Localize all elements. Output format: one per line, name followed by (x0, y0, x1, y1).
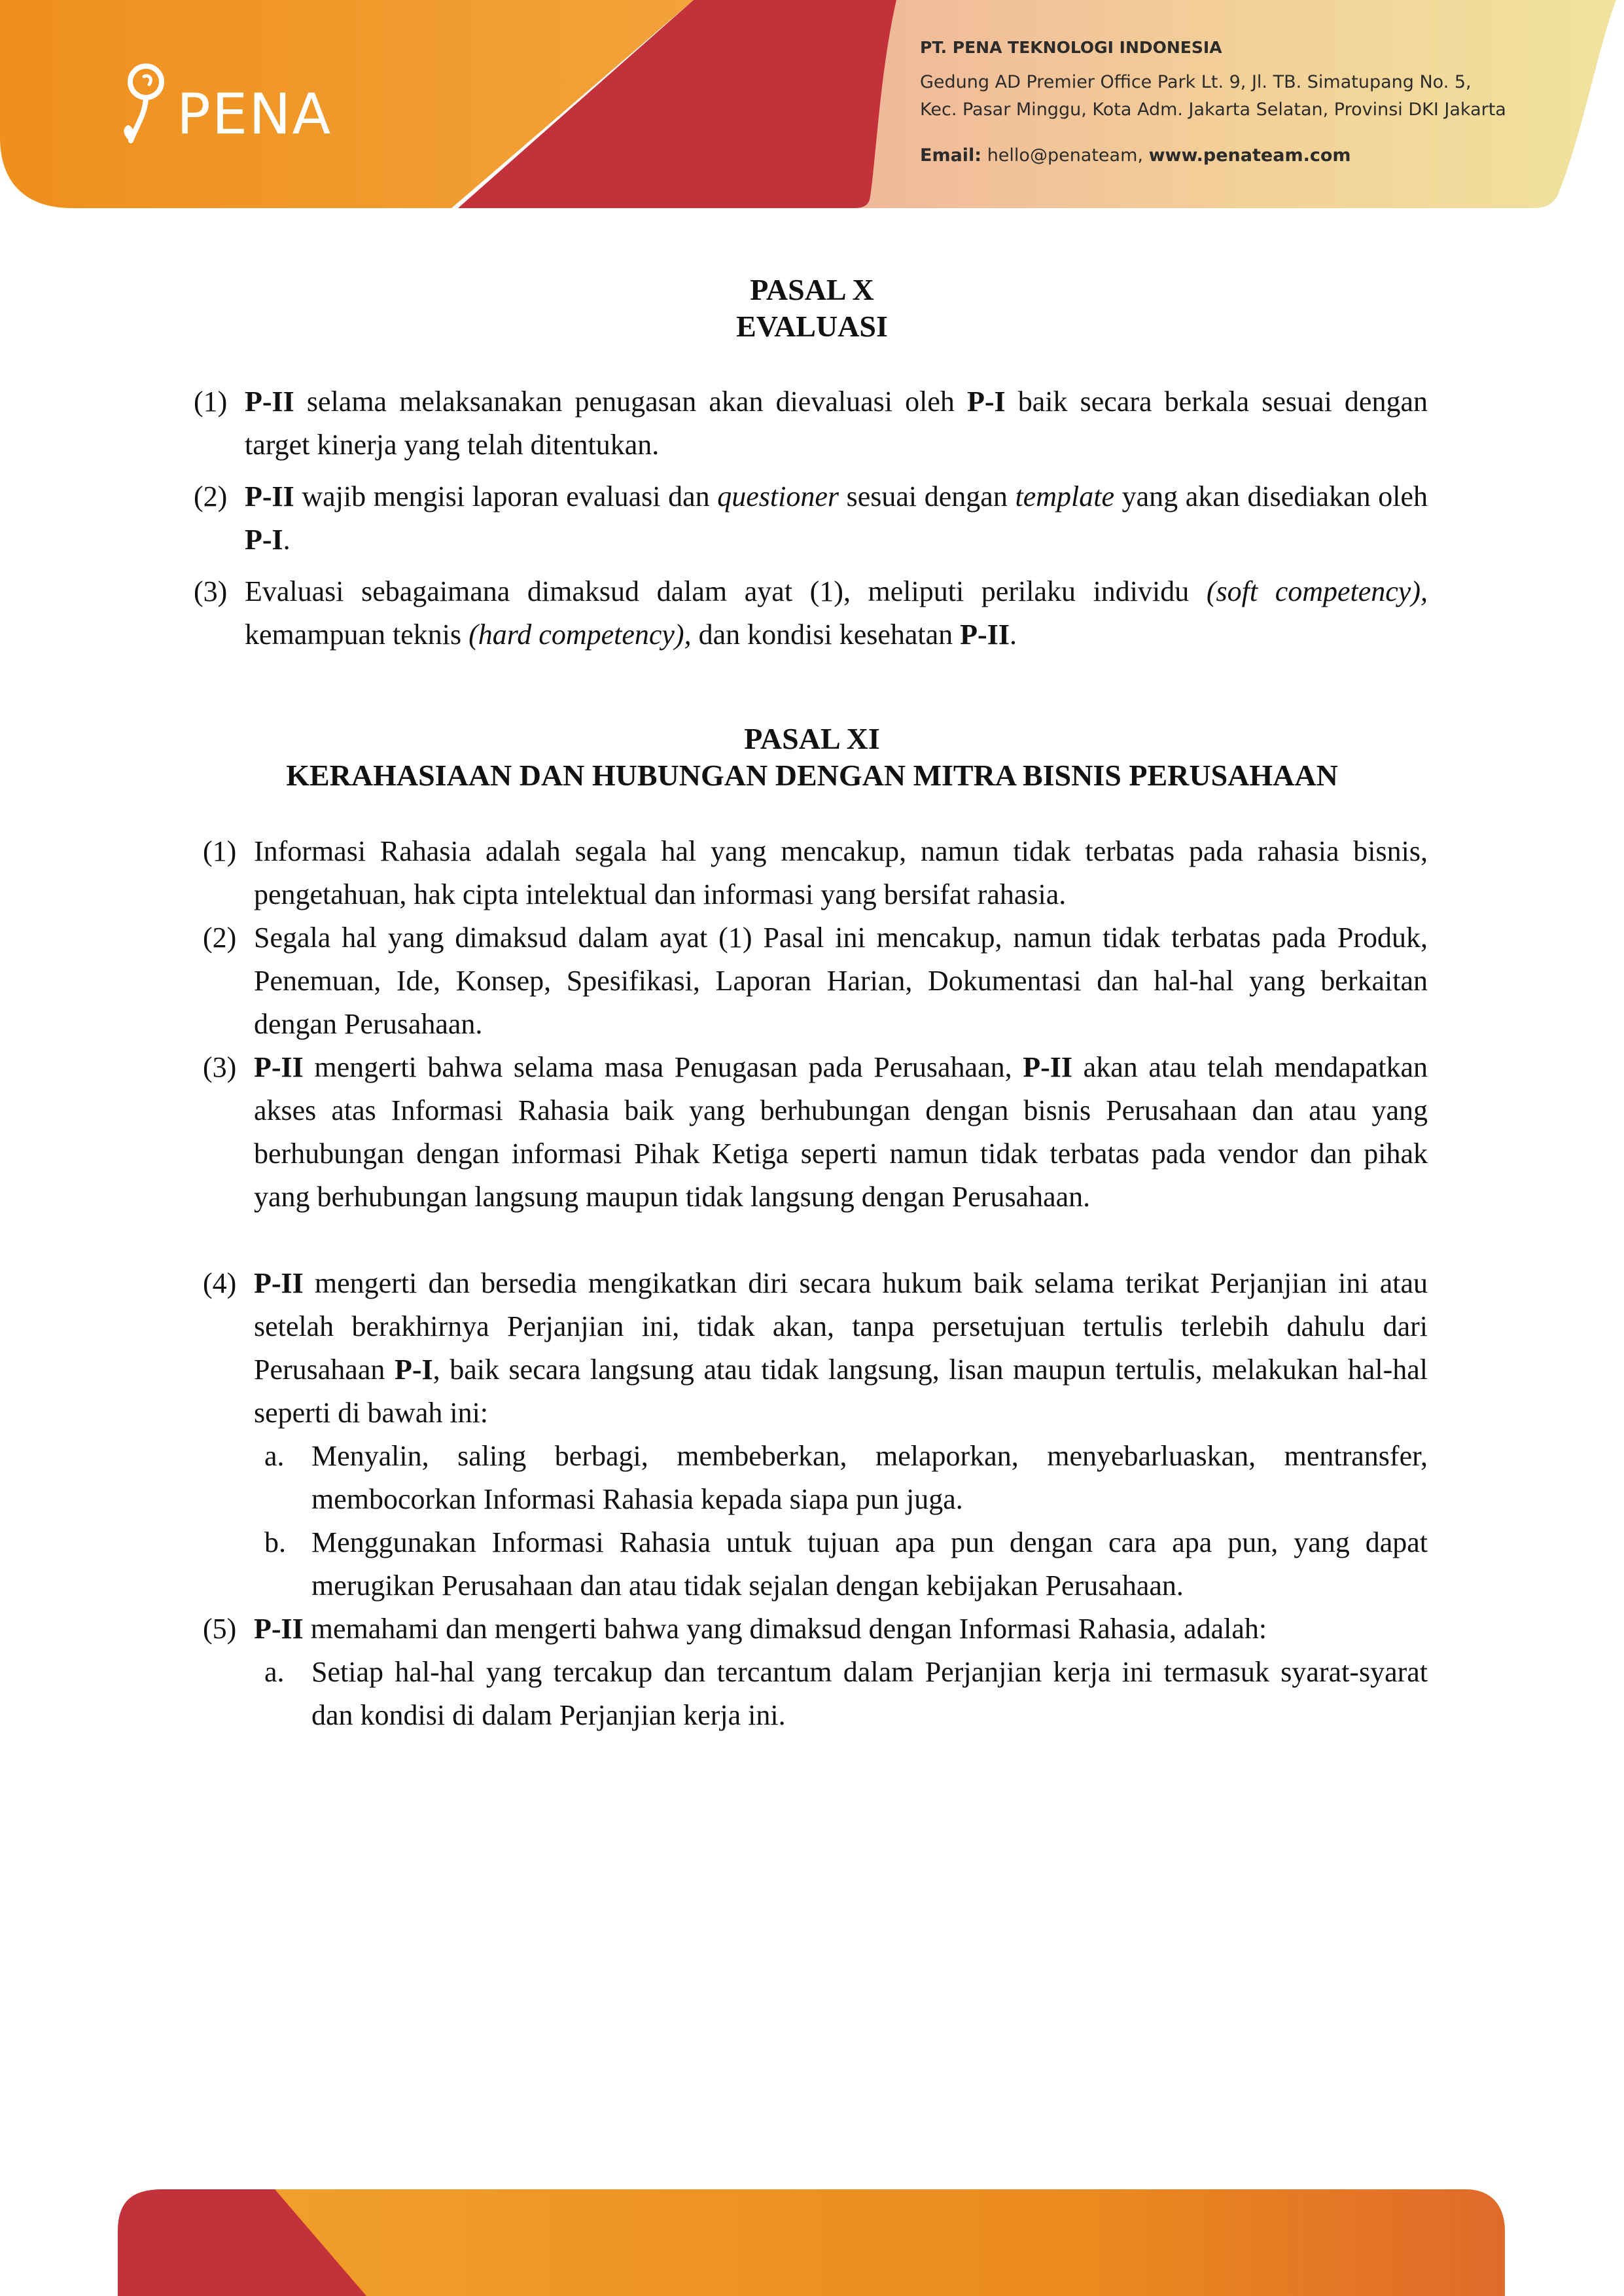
pasal-xi-item-5-sub-a-number: a. (264, 1656, 285, 1688)
party-label: P-I (245, 524, 283, 556)
pasal-xi-item-1 (254, 830, 1428, 916)
pasal-x-item-3 (245, 570, 1428, 656)
text: sesuai dengan (839, 480, 1015, 512)
italic-term: questioner (717, 480, 839, 512)
text: dan kondisi kesehatan (691, 619, 961, 651)
pasal-x-item-3-number: (3) (194, 575, 228, 607)
text: yang akan disediakan oleh (1114, 480, 1428, 512)
party-label: P-II (254, 1051, 304, 1083)
pasal-x-item-2-number: (2) (194, 480, 228, 512)
text: mengerti dan bersedia mengikatkan diri secara hukum baik selama terikat Perjanjian ini atau setelah berakhirnya Perjanjian ini, tidak akan, tanpa persetujuan tertulis terlebih dahulu dari Perusahaan (254, 1267, 1428, 1386)
text: akan atau telah mendapatkan akses atas Informasi Rahasia baik yang berhubungan dengan bisnis Perusahaan dan atau yang berhubungan dengan informasi Pihak Ketiga seperti namun tidak terbatas pada vendor dan pihak yang berhubungan langsung maupun tidak langsung dengan Perusahaan. (254, 1051, 1428, 1213)
website-link[interactable]: www.penateam.com (1148, 145, 1351, 166)
pasal-xi-item-3-number: (3) (203, 1051, 237, 1083)
pasal-xi-item-3 (254, 1046, 1428, 1219)
pasal-x-subtitle: EVALUASI (736, 310, 888, 343)
party-label: P-II (254, 1267, 304, 1299)
party-label: P-II (245, 386, 294, 418)
party-label: P-II (960, 619, 1010, 651)
pasal-xi-item-4-sub-a: Menyalin, saling berbagi, membeberkan, melaporkan, menyebarluaskan, mentransfer, membocorkan Informasi Rahasia kepada siapa pun juga. (311, 1440, 1428, 1515)
pasal-xi-item-2 (254, 916, 1428, 1046)
pasal-x-item-2 (245, 475, 1428, 562)
text: , baik secara langsung atau tidak langsung, lisan maupun tertulis, melakukan hal-hal seperti di bawah ini: (254, 1354, 1428, 1429)
text: . (283, 524, 291, 556)
party-label: P-I (966, 386, 1006, 418)
pasal-x-item-1-number: (1) (194, 386, 228, 418)
pasal-xi-item-1-number: (1) (203, 835, 237, 867)
text: Evaluasi sebagaimana dimaksud dalam ayat (1), meliputi perilaku individu (245, 575, 1207, 607)
company-address-line2: Kec. Pasar Minggu, Kota Adm. Jakarta Selatan, Provinsi DKI Jakarta (920, 99, 1506, 120)
pasal-xi-item-4-sub-b-number: b. (264, 1526, 286, 1558)
party-label: P-II (254, 1613, 304, 1645)
pasal-xi-item-4-sub-a-number: a. (264, 1440, 285, 1472)
pasal-xi-item-4-number: (4) (203, 1267, 237, 1299)
text: wajib mengisi laporan evaluasi dan (294, 480, 718, 512)
company-name: PT. PENA TEKNOLOGI INDONESIA (920, 38, 1222, 57)
text: memahami dan mengerti bahwa yang dimaksud dengan Informasi Rahasia, adalah: (303, 1613, 1267, 1645)
party-label: P-II (245, 480, 294, 512)
italic-term: (hard competency), (468, 619, 692, 651)
text: mengerti bahwa selama masa Penugasan pada Perusahaan, (303, 1051, 1023, 1083)
pasal-xi-item-5 (254, 1607, 1428, 1651)
italic-term: (soft competency), (1206, 575, 1428, 607)
party-label: P-II (1023, 1051, 1073, 1083)
text: Informasi Rahasia adalah segala hal yang mencakup, namun tidak terbatas pada rahasia bisnis, pengetahuan, hak cipta intelektual dan informasi yang bersifat rahasia. (254, 835, 1428, 910)
party-label: P-I (394, 1354, 433, 1386)
text: selama melaksanakan penugasan akan dievaluasi oleh (294, 386, 967, 418)
pasal-xi-item-5-sub-a: Setiap hal-hal yang tercakup dan tercantum dalam Perjanjian kerja ini termasuk syarat-syarat dan kondisi di dalam Perjanjian kerja ini. (311, 1656, 1428, 1731)
company-address-line1: Gedung AD Premier Office Park Lt. 9, Jl. TB. Simatupang No. 5, (920, 72, 1472, 92)
pasal-xi-item-4 (254, 1262, 1428, 1435)
email-value: hello@penateam, (981, 145, 1149, 166)
company-contact (920, 145, 1351, 166)
text: baik secara berkala sesuai dengan target kinerja yang telah ditentukan. (245, 386, 1428, 461)
pasal-xi-title: PASAL XI (744, 722, 880, 755)
pasal-xi-item-5-number: (5) (203, 1613, 237, 1645)
footer-banner (0, 2179, 1624, 2296)
pasal-xi-item-4-sub-b: Menggunakan Informasi Rahasia untuk tujuan apa pun dengan cara apa pun, yang dapat merugikan Perusahaan dan atau tidak sejalan dengan kebijakan Perusahaan. (311, 1526, 1428, 1602)
text: . (1009, 619, 1017, 651)
text: Segala hal yang dimaksud dalam ayat (1) Pasal ini mencakup, namun tidak terbatas pada Produk, Penemuan, Ide, Konsep, Spesifikasi, Laporan Harian, Dokumentasi dan hal-hal yang berkaitan dengan Perusahaan. (254, 922, 1428, 1040)
pasal-xi-item-2-number: (2) (203, 922, 237, 954)
pasal-xi-subtitle: KERAHASIAAN DAN HUBUNGAN DENGAN MITRA BISNIS PERUSAHAAN (286, 759, 1338, 792)
pasal-x-item-1 (245, 380, 1428, 467)
logo-wordmark: PENA (177, 82, 332, 147)
pasal-x-title: PASAL X (750, 273, 874, 306)
text: kemampuan teknis (245, 619, 469, 651)
email-label: Email: (920, 145, 982, 166)
italic-term: template (1015, 480, 1114, 512)
